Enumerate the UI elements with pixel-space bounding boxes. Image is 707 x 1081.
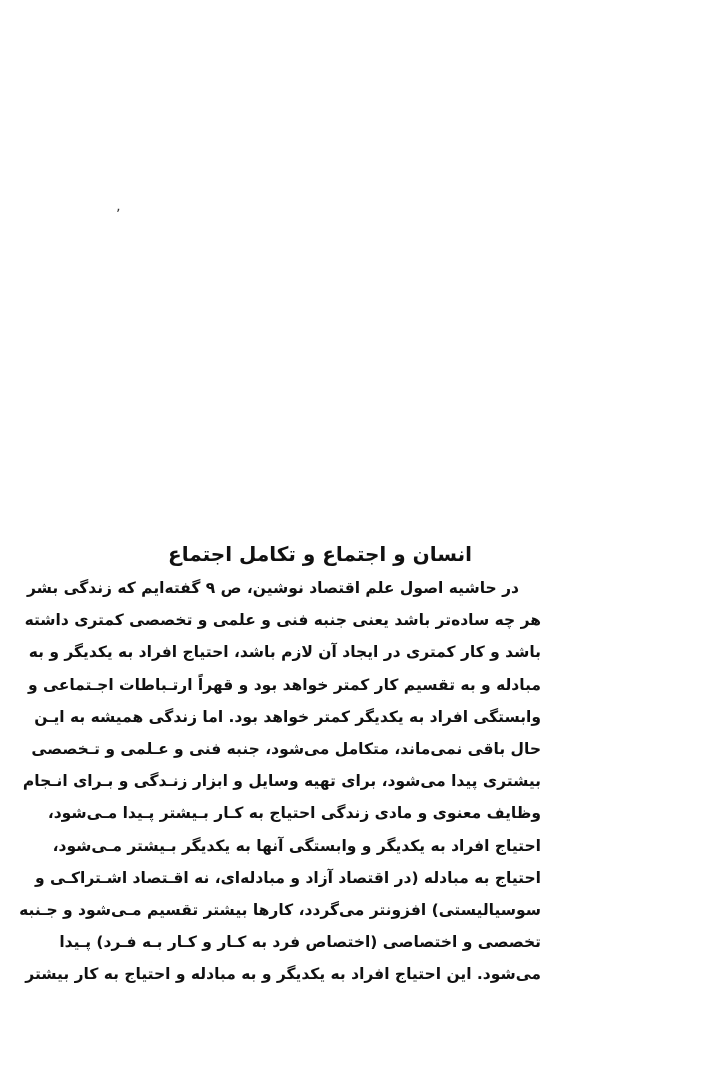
text-line: در حاشیه اصول علم اقتصاد نوشین، ص ۹ گفته‌ایم که زندگی بشر	[26, 579, 519, 597]
text-line: مبادله و به تقسیم کار کمتر خواهد بود و قهراً ارتـباطات اجـتماعی و	[28, 675, 541, 694]
text-line: وابستگی افراد به یکدیگر کمتر خواهد بود. اما زندگی همیشه به ایـن	[34, 707, 541, 726]
text-line: هر چه ساده‌تر باشد یعنی جنبه فنی و علمی و تخصصی کمتری داشته	[24, 611, 541, 630]
body-paragraph	[19, 572, 541, 990]
text-line: بیشتری پیدا می‌شود، برای تهیه وسایل و ابزار زنـدگی و بـرای انـجام	[22, 772, 541, 791]
text-line: احتیاج به مبادله (در اقتصاد آزاد و مبادله‌ای، نه اقـتصاد اشـتراکـی و	[34, 868, 541, 887]
text-line: وظایف معنوی و مادی زندگی احتیاج به کـار بـیشتر پـیدا مـی‌شود،	[47, 804, 541, 823]
text-line: می‌شود. این احتیاج افراد به یکدیگر و به مبادله و احتیاج به کار بیشتر	[25, 965, 541, 984]
text-line: تخصصی و اختصاصی (اختصاص فرد به کـار و کـار بـه فـرد) پـیدا	[59, 933, 541, 952]
text-line: احتیاج افراد به یکدیگر و وابستگی آنها به یکدیگر بـیشتر مـی‌شود،	[52, 836, 541, 855]
text-line: حال باقی نمی‌ماند، متکامل می‌شود، جنبه فنی و عـلمی و تـخصصی	[31, 739, 541, 758]
text-line: سوسیالیستی) افزونتر می‌گردد، کارها بیشتر تقسیم مـی‌شود و جـنبه	[19, 900, 541, 919]
stray-mark: ٬	[116, 207, 121, 223]
section-heading: انسان و اجتماع و تکامل اجتماع	[168, 542, 472, 566]
text-line: باشد و کار کمتری در ایجاد آن لازم باشد، احتیاج افراد به یکدیگر و به	[28, 643, 541, 662]
